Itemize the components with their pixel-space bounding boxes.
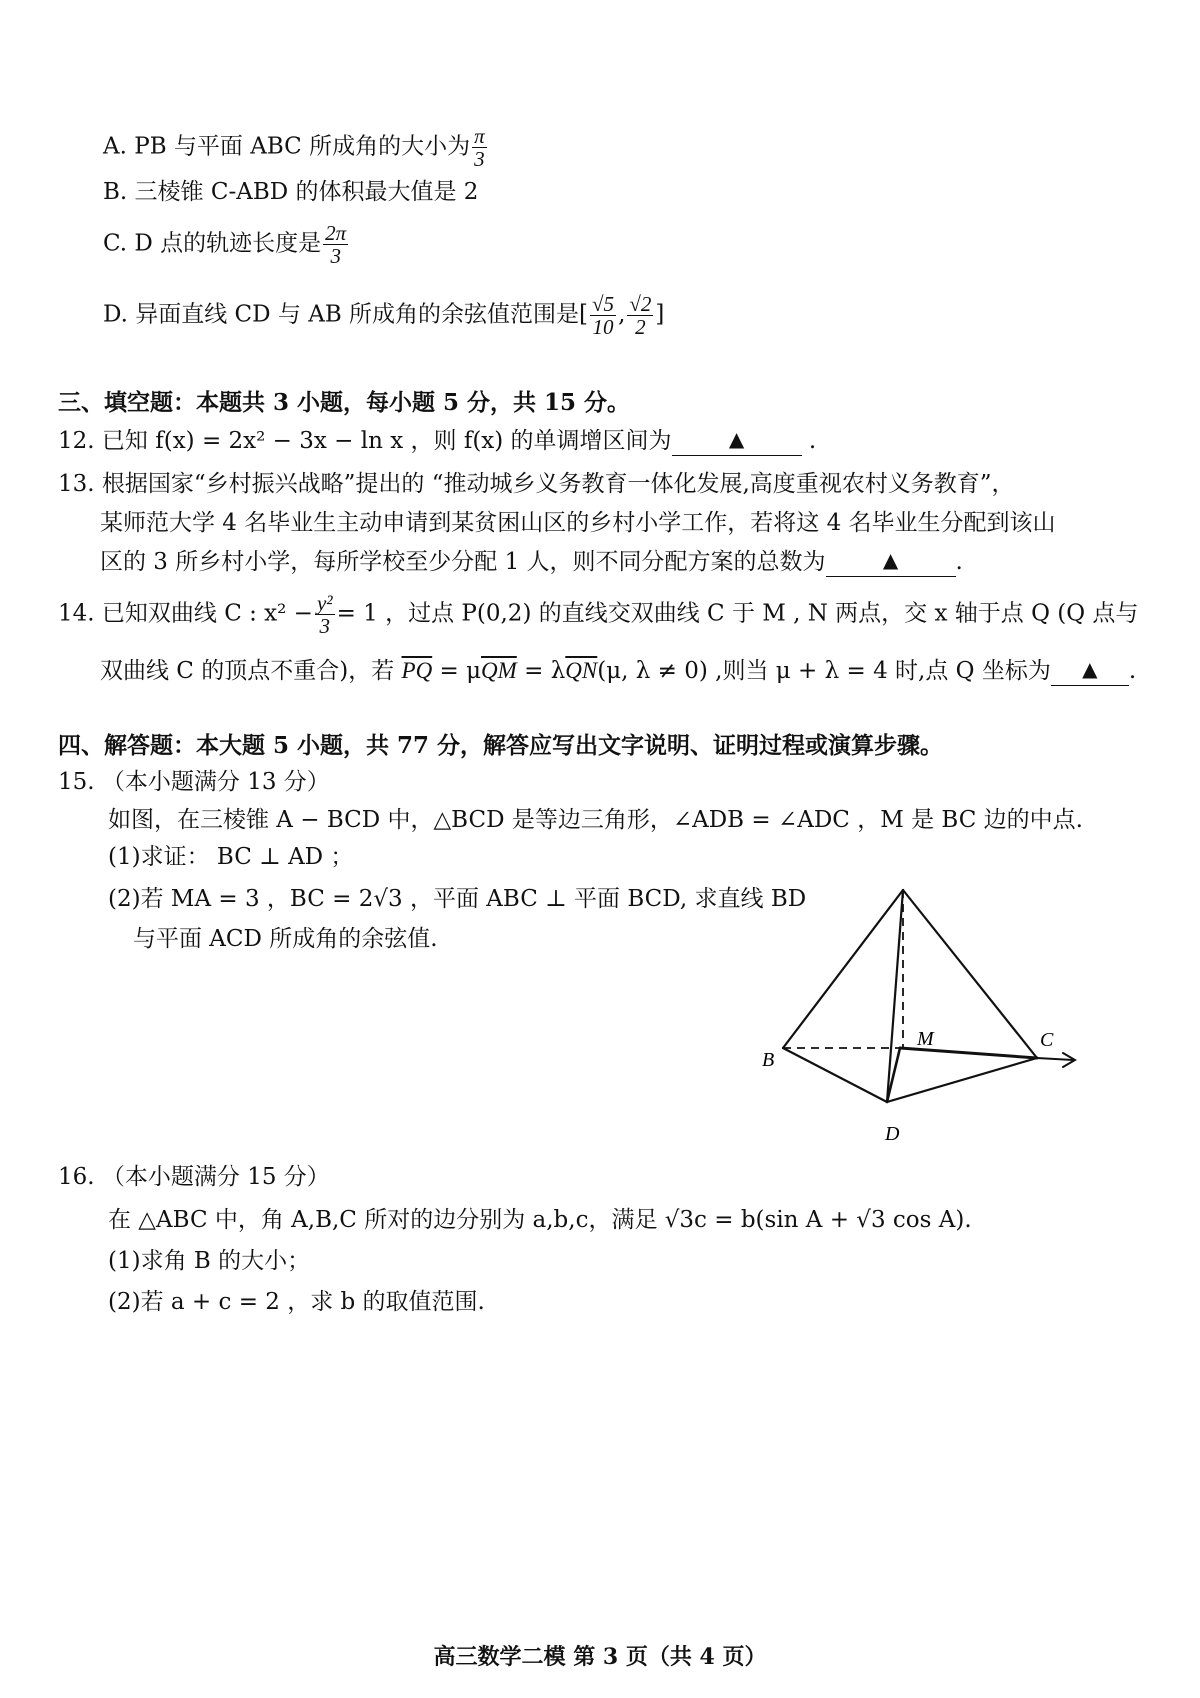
q11-option-a	[103, 125, 489, 170]
question-text: = 1 ，过点 P(0,2) 的直线交双曲线 C 于 M , N 两点，交 x 轴于点 Q (Q 点与	[336, 600, 1139, 627]
question-14-line2	[100, 656, 1136, 688]
question-score: （本小题满分 13 分）	[101, 769, 330, 795]
page-footer: 高三数学二模 第 3 页（共 4 页）	[433, 1644, 767, 1670]
question-text: 某师范大学 4 名毕业生主动申请到某贫困山区的乡村小学工作，若将这 4 名毕业生分配到该山	[100, 510, 1056, 536]
question-text: 根据国家“乡村振兴战略”提出的 “推动城乡义务教育一体化发展,高度重视农村义务教育”，	[101, 471, 1015, 497]
question-part: (1)求角 B 的大小；	[108, 1248, 311, 1274]
triangle-mark: ▲	[882, 548, 899, 572]
question-tail: .	[801, 428, 817, 454]
frac-num: √2	[629, 292, 652, 316]
answer-blank	[826, 546, 956, 577]
question-15-line1	[108, 806, 1083, 836]
frac-num: 2π	[325, 221, 347, 245]
frac-num: π	[474, 124, 485, 148]
question-number: 15.	[58, 769, 95, 795]
option-letter: B.	[103, 179, 128, 205]
frac-den: 3	[474, 147, 485, 172]
question-13-line2	[100, 509, 1056, 539]
option-letter: A.	[103, 133, 127, 160]
question-16-part1	[108, 1247, 310, 1277]
question-part: 与平面 ACD 所成角的余弦值.	[133, 926, 438, 952]
fraction	[315, 592, 335, 637]
question-16-part2	[108, 1288, 485, 1318]
question-tail: .	[955, 549, 963, 575]
option-text: PB 与平面 ABC 所成角的大小为	[134, 133, 471, 160]
question-text: = λ	[516, 658, 566, 684]
edge-dc	[887, 1058, 1037, 1102]
question-15-part1	[108, 843, 353, 873]
frac-den: 10	[592, 315, 614, 340]
q11-option-d: D. 异面直线 CD 与 AB 所成角的余弦值范围是[ $\frac{√5}{10}$ , $\frac{√2}{2}$ ]	[103, 292, 665, 340]
question-text: 已知双曲线 C : x² −	[101, 600, 313, 627]
frac-den: 2	[635, 315, 646, 340]
option-letter: C.	[103, 230, 128, 257]
question-text: 双曲线 C 的顶点不重合)，若	[100, 658, 402, 684]
fraction	[472, 125, 487, 170]
question-13-line3	[100, 548, 963, 579]
question-number: 14.	[58, 600, 95, 627]
question-text: (μ, λ ≠ 0) ,则当 μ + λ = 4 时,点 Q 坐标为	[597, 658, 1051, 684]
vector-pq: $\overline{PQ}$	[401, 658, 433, 683]
question-part: (1)求证： BC ⊥ AD ；	[108, 844, 354, 870]
question-number: 13.	[58, 471, 95, 497]
option-text-end: ]	[655, 301, 665, 328]
option-letter: D.	[103, 301, 128, 328]
question-15-header	[58, 768, 330, 798]
label-c: C	[1040, 1029, 1054, 1051]
question-text: 如图，在三棱锥 A − BCD 中，△BCD 是等边三角形，∠ADB = ∠ADC ，M 是 BC 边的中点.	[108, 807, 1083, 833]
question-text: 区的 3 所乡村小学，每所学校至少分配 1 人，则不同分配方案的总数为	[100, 549, 826, 575]
section3-header	[58, 388, 630, 419]
tetrahedron-figure	[745, 880, 1105, 1150]
frac-num: y²	[316, 591, 333, 615]
vector-qn: $\overline{QN}$	[565, 658, 598, 683]
label-b: B	[762, 1049, 775, 1071]
triangle-mark: ▲	[1082, 657, 1098, 681]
question-14-line1	[58, 592, 1138, 637]
fraction	[323, 222, 348, 267]
question-text: 已知 f(x) = 2x² − 3x − ln x ，则 f(x) 的单调增区间为	[101, 428, 672, 454]
question-score: （本小题满分 15 分）	[101, 1164, 330, 1190]
section-desc: 本大题 5 小题，共 77 分，解答应写出文字说明、证明过程或演算步骤。	[196, 732, 944, 759]
question-number: 12.	[58, 428, 95, 454]
answer-blank	[1051, 655, 1129, 686]
frac-den: 3	[330, 244, 341, 269]
question-tail: .	[1128, 658, 1137, 684]
question-16-line1	[108, 1206, 972, 1236]
option-text: 异面直线 CD 与 AB 所成角的余弦值范围是[	[135, 301, 589, 328]
question-part: (2)若 a + c = 2 ，求 b 的取值范围.	[108, 1289, 485, 1315]
q11-option-c	[103, 222, 350, 267]
section-desc: 本题共 3 小题，每小题 5 分，共 15 分。	[196, 389, 631, 416]
question-15-part2b	[133, 925, 438, 955]
answer-blank	[672, 425, 802, 456]
frac-den: 3	[319, 614, 331, 639]
label-d: D	[885, 1123, 900, 1145]
axis-arrow-line	[1037, 1058, 1073, 1060]
fraction	[627, 293, 653, 338]
question-16-header	[58, 1163, 330, 1193]
option-text: 三棱锥 C-ABD 的体积最大值是 2	[134, 179, 479, 205]
question-12	[58, 427, 816, 458]
question-15-part2a	[108, 885, 806, 915]
section4-header	[58, 731, 943, 762]
section-heading: 三、填空题：	[58, 389, 196, 416]
question-text: 在 △ABC 中，角 A,B,C 所对的边分别为 a,b,c，满足 √3c = b(sin A + √3 cos A).	[108, 1207, 972, 1233]
question-number: 16.	[58, 1164, 95, 1190]
question-text: = μ	[432, 658, 482, 684]
question-13-line1	[58, 470, 1015, 500]
option-text: D 点的轨迹长度是	[134, 230, 322, 257]
edge-bd	[783, 1048, 887, 1102]
label-m: M	[917, 1028, 934, 1050]
vector-qm: $\overline{QM}$	[481, 658, 517, 683]
fraction	[590, 293, 616, 338]
section-heading: 四、解答题：	[58, 732, 196, 759]
q11-option-b	[103, 178, 478, 208]
triangle-mark: ▲	[728, 427, 745, 451]
frac-num: √5	[592, 292, 615, 316]
edge-ab	[783, 890, 903, 1048]
question-part: (2)若 MA = 3 ，BC = 2√3 ，平面 ABC ⊥ 平面 BCD, 求直线 BD	[108, 886, 807, 912]
